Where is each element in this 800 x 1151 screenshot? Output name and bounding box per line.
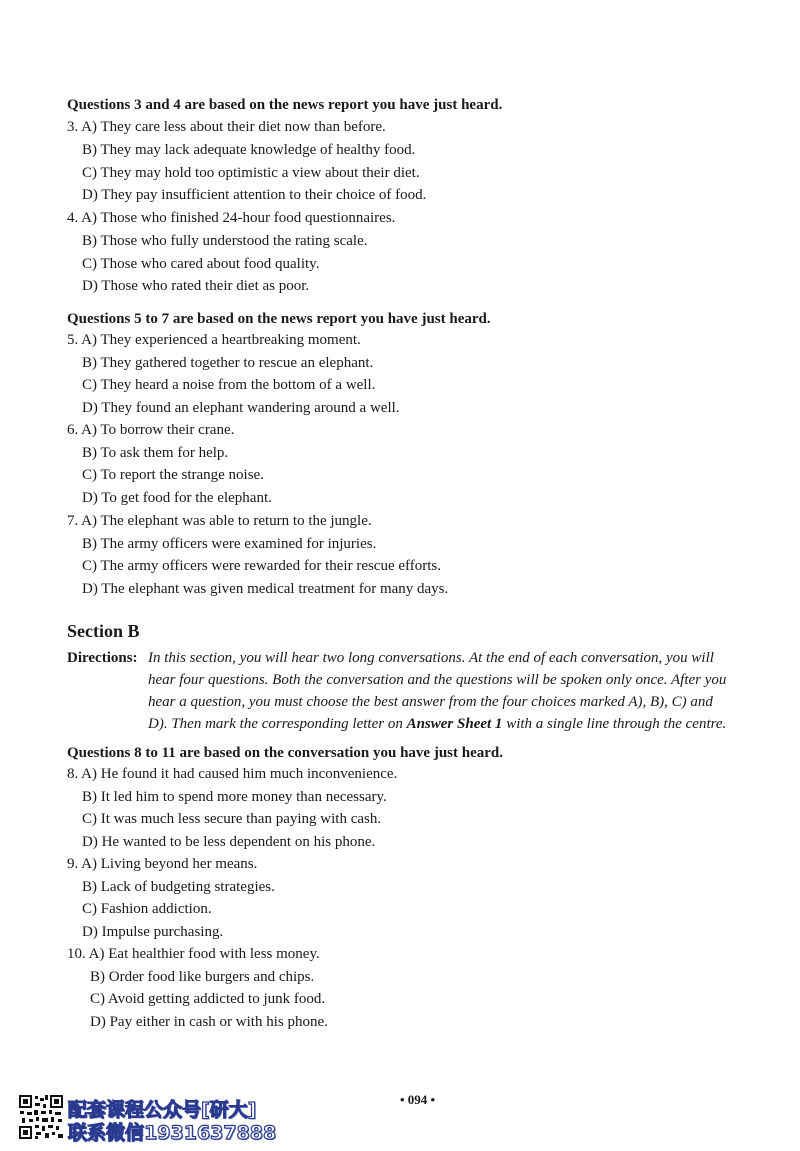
q7-option-a: 7. A) The elephant was able to return to the jungle. [67, 513, 372, 529]
page-number: • 094 • [400, 1092, 436, 1107]
q7-option-b: B) The army officers were examined for injuries. [82, 536, 377, 552]
q9-option-d: D) Impulse purchasing. [82, 924, 224, 940]
questions-8-11-heading: Questions 8 to 11 are based on the conversation you have just heard. [67, 745, 503, 761]
q9-option-a: 9. A) Living beyond her means. [67, 856, 258, 872]
q10-option-b: B) Order food like burgers and chips. [90, 969, 315, 985]
q3-option-a: 3. A) They care less about their diet now than before. [67, 119, 386, 135]
q8-option-a: 8. A) He found it had caused him much inconvenience. [67, 766, 398, 782]
directions-label: Directions: [67, 650, 138, 666]
q6-option-b: B) To ask them for help. [82, 445, 229, 461]
q7-option-d: D) The elephant was given medical treatment for many days. [82, 581, 449, 597]
q10-option-d: D) Pay either in cash or with his phone. [90, 1014, 328, 1030]
q8-option-d: D) He wanted to be less dependent on his phone. [82, 834, 376, 850]
q8-option-c: C) It was much less secure than paying with cash. [82, 811, 382, 827]
q3-option-d: D) They pay insufficient attention to their choice of food. [82, 187, 427, 203]
watermark-line-2: 联系微信1931637888 [68, 1122, 277, 1144]
directions-line-3: hear a question, you must choose the best answer from the four choices marked A), B), C) and [148, 694, 713, 710]
q4-option-d: D) Those who rated their diet as poor. [82, 278, 310, 294]
answer-sheet-label: Answer Sheet 1 [406, 716, 503, 732]
watermark-line-1: 配套课程公众号[研大] [68, 1099, 257, 1121]
q10-option-c: C) Avoid getting addicted to junk food. [90, 991, 326, 1007]
q4-option-b: B) Those who fully understood the rating scale. [82, 233, 368, 249]
q9-option-c: C) Fashion addiction. [82, 901, 212, 917]
directions-line-1: In this section, you will hear two long conversations. At the end of each conversation, you will [148, 650, 714, 666]
q6-option-d: D) To get food for the elephant. [82, 490, 272, 506]
q3-option-b: B) They may lack adequate knowledge of healthy food. [82, 142, 416, 158]
directions-line-4a: D). Then mark the corresponding letter on [148, 716, 407, 732]
q4-option-c: C) Those who cared about food quality. [82, 256, 320, 272]
q4-option-a: 4. A) Those who finished 24-hour food questionnaires. [67, 210, 396, 226]
q10-option-a: 10. A) Eat healthier food with less money. [67, 946, 320, 962]
directions-line-2: hear four questions. Both the conversation and the questions will be spoken only once. After you [148, 672, 727, 688]
q6-option-a: 6. A) To borrow their crane. [67, 422, 235, 438]
questions-3-4-heading: Questions 3 and 4 are based on the news report you have just heard. [67, 97, 503, 113]
q5-option-c: C) They heard a noise from the bottom of a well. [82, 377, 376, 393]
section-b-title: Section B [67, 621, 140, 641]
q3-option-c: C) They may hold too optimistic a view about their diet. [82, 165, 420, 181]
q6-option-c: C) To report the strange noise. [82, 467, 264, 483]
q5-option-d: D) They found an elephant wandering around a well. [82, 400, 400, 416]
directions-line-4c: with a single line through the centre. [502, 716, 727, 732]
q5-option-a: 5. A) They experienced a heartbreaking moment. [67, 332, 361, 348]
q8-option-b: B) It led him to spend more money than necessary. [82, 789, 387, 805]
q7-option-c: C) The army officers were rewarded for their rescue efforts. [82, 558, 442, 574]
qr-code-icon [18, 1094, 64, 1140]
questions-5-7-heading: Questions 5 to 7 are based on the news report you have just heard. [67, 311, 491, 327]
q9-option-b: B) Lack of budgeting strategies. [82, 879, 275, 895]
directions-line-4 [148, 716, 726, 733]
q5-option-b: B) They gathered together to rescue an elephant. [82, 355, 374, 371]
